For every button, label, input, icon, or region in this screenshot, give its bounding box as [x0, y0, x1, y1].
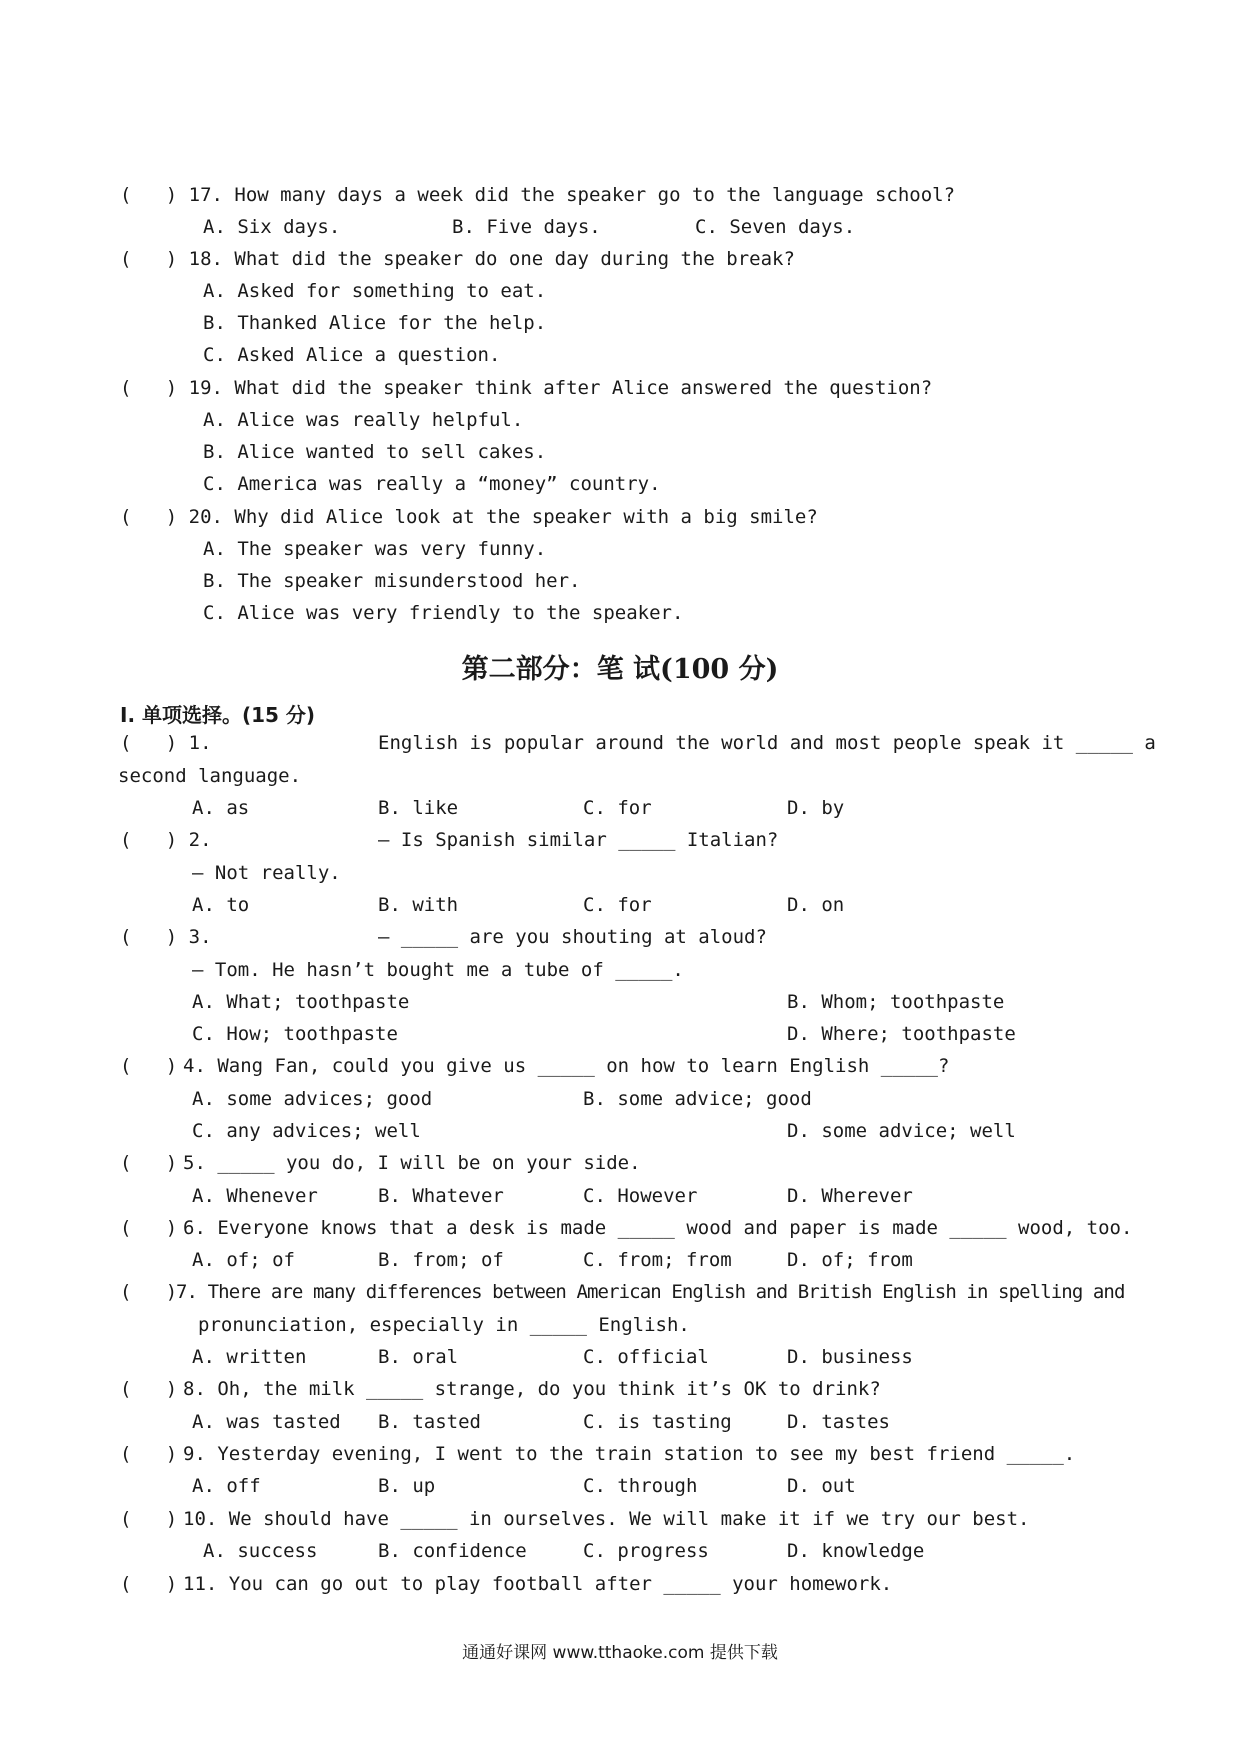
listening-q19-option-a: A. Alice was really helpful. [203, 409, 524, 431]
q6-option-c: C. from; from [583, 1249, 732, 1271]
page-footer: 通通好课网 www.tthaoke.com 提供下载 [462, 1643, 778, 1663]
q2-option-c: C. for [583, 894, 652, 916]
listening-q19-stem: ( ) 19. What did the speaker think after Alice answered the question? [120, 377, 933, 399]
listening-q18-option-a: A. Asked for something to eat. [203, 280, 547, 302]
q10-option-d: D. knowledge [787, 1540, 925, 1562]
listening-q20-option-a: A. The speaker was very funny. [203, 538, 547, 560]
part-heading: Ⅰ. 单项选择。(15 分) [120, 703, 316, 727]
section-title: 第二部分：笔 试(100 分) [461, 654, 779, 685]
listening-q17-stem: ( ) 17. How many days a week did the speaker go to the language school? [120, 184, 956, 206]
q8-option-a: A. was tasted [192, 1411, 341, 1433]
q6-option-d: D. of; from [787, 1249, 913, 1271]
q5-option-a: A. Whenever [192, 1185, 318, 1207]
q8-option-c: C. is tasting [583, 1411, 732, 1433]
q3-option-c: C. How; toothpaste [192, 1023, 398, 1045]
q10-option-a: A. success [203, 1540, 318, 1562]
q1-option-a: A. as [192, 797, 250, 819]
q9-option-d: D. out [787, 1475, 856, 1497]
q9-option-c: C. through [583, 1475, 698, 1497]
q9-line-1: 9. Yesterday evening, I went to the train station to see my best friend _____. [183, 1443, 1076, 1465]
q5-option-c: C. However [583, 1185, 698, 1207]
q8-option-d: D. tastes [787, 1411, 890, 1433]
q5-option-d: D. Wherever [787, 1185, 913, 1207]
q6-option-b: B. from; of [378, 1249, 504, 1271]
q7-option-b: B. oral [378, 1346, 459, 1368]
q6-option-a: A. of; of [192, 1249, 295, 1271]
q9-paren: ( ) [120, 1443, 178, 1465]
q8-option-b: B. tasted [378, 1411, 481, 1433]
q2-paren: ( ) 2. [120, 829, 212, 851]
q7-line-1: 7. There are many differences between American English and British English in spelling and [176, 1281, 1125, 1303]
q6-line-1: 6. Everyone knows that a desk is made _____ wood and paper is made _____ wood, too. [183, 1217, 1133, 1239]
q1-option-b: B. like [378, 797, 459, 819]
q8-line-1: 8. Oh, the milk _____ strange, do you think it’s OK to drink? [183, 1378, 881, 1400]
q1-option-c: C. for [583, 797, 652, 819]
q2-option-d: D. on [787, 894, 845, 916]
q1-line-2: second language. [118, 765, 302, 787]
q4-option-c: C. any advices; well [192, 1120, 421, 1142]
q4-option-b: B. some advice; good [583, 1088, 812, 1110]
q10-option-b: B. confidence [378, 1540, 527, 1562]
q11-line-1: 11. You can go out to play football after _____ your homework. [183, 1573, 893, 1595]
listening-q20-stem: ( ) 20. Why did Alice look at the speaker with a big smile? [120, 506, 818, 528]
listening-q18-stem: ( ) 18. What did the speaker do one day during the break? [120, 248, 795, 270]
q3-line-1: — _____ are you shouting at aloud? [378, 926, 767, 948]
q1-option-d: D. by [787, 797, 845, 819]
q7-line-2: pronunciation, especially in _____ English. [198, 1314, 690, 1336]
q3-paren: ( ) 3. [120, 926, 212, 948]
listening-q18-option-b: B. Thanked Alice for the help. [203, 312, 547, 334]
q7-paren: ( ) [120, 1281, 178, 1303]
q3-line-2: — Tom. He hasn’t bought me a tube of _____. [192, 959, 684, 981]
listening-q20-option-b: B. The speaker misunderstood her. [203, 570, 581, 592]
q4-option-a: A. some advices; good [192, 1088, 433, 1110]
q7-option-c: C. official [583, 1346, 709, 1368]
listening-q20-option-c: C. Alice was very friendly to the speaker. [203, 602, 684, 624]
q7-option-a: A. written [192, 1346, 307, 1368]
q9-option-b: B. up [378, 1475, 436, 1497]
q9-option-a: A. off [192, 1475, 261, 1497]
listening-q17-option-c: C. Seven days. [695, 216, 856, 238]
q1-paren: ( ) 1. [120, 732, 212, 754]
q5-option-b: B. Whatever [378, 1185, 504, 1207]
q5-paren: ( ) [120, 1152, 178, 1174]
q8-paren: ( ) [120, 1378, 178, 1400]
q10-paren: ( ) [120, 1508, 178, 1530]
listening-q19-option-c: C. America was really a “money” country. [203, 473, 661, 495]
q6-paren: ( ) [120, 1217, 178, 1239]
q2-line-1: — Is Spanish similar _____ Italian? [378, 829, 779, 851]
q5-line-1: 5. _____ you do, I will be on your side. [183, 1152, 641, 1174]
q2-option-a: A. to [192, 894, 250, 916]
listening-q17-option-b: B. Five days. [452, 216, 601, 238]
q11-paren: ( ) [120, 1573, 178, 1595]
q4-line-1: 4. Wang Fan, could you give us _____ on how to learn English _____? [183, 1055, 950, 1077]
listening-q17-option-a: A. Six days. [203, 216, 341, 238]
q2-option-b: B. with [378, 894, 459, 916]
q4-paren: ( ) [120, 1055, 178, 1077]
q10-option-c: C. progress [583, 1540, 709, 1562]
q2-line-2: — Not really. [192, 862, 341, 884]
q4-option-d: D. some advice; well [787, 1120, 1016, 1142]
q3-option-d: D. Where; toothpaste [787, 1023, 1016, 1045]
listening-q18-option-c: C. Asked Alice a question. [203, 344, 501, 366]
listening-q19-option-b: B. Alice wanted to sell cakes. [203, 441, 547, 463]
q1-line-1: English is popular around the world and most people speak it _____ a [378, 732, 1156, 754]
q10-line-1: 10. We should have _____ in ourselves. We will make it if we try our best. [183, 1508, 1030, 1530]
q3-option-b: B. Whom; toothpaste [787, 991, 1005, 1013]
q3-option-a: A. What; toothpaste [192, 991, 410, 1013]
q7-option-d: D. business [787, 1346, 913, 1368]
